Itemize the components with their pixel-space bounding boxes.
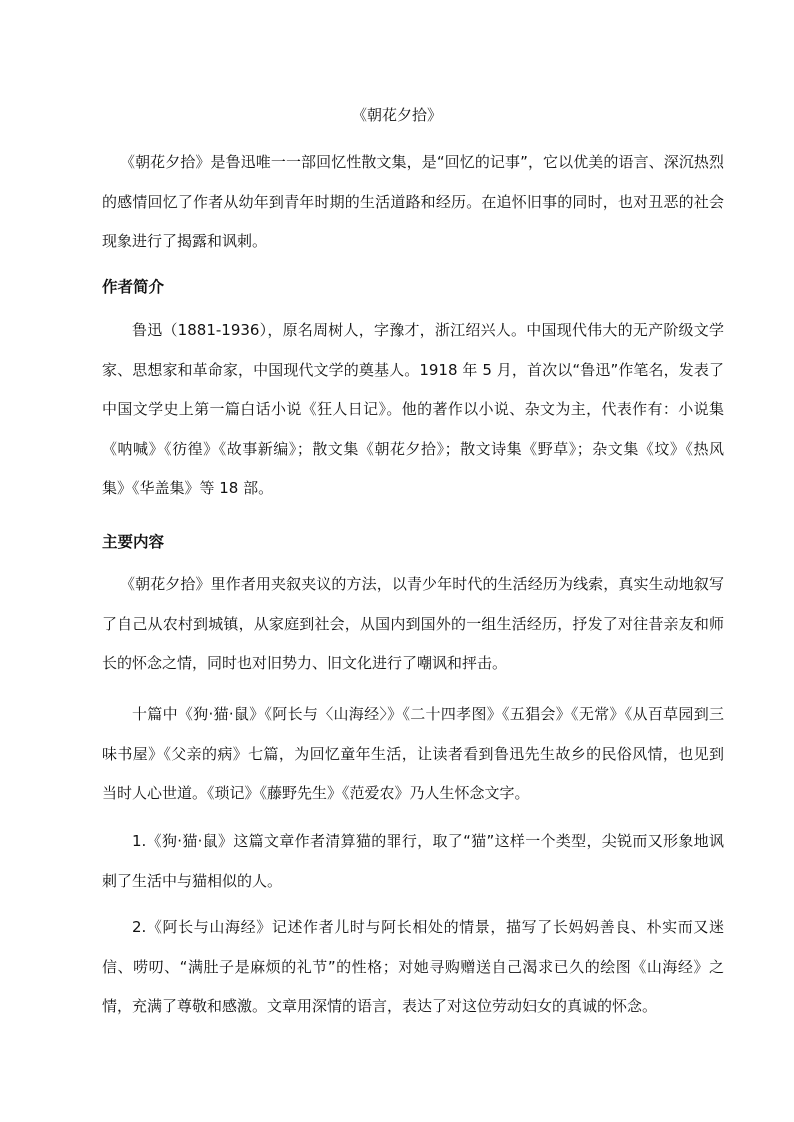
content-heading: 主要内容 <box>102 533 165 551</box>
author-paragraph: 鲁迅（1881-1936），原名周树人，字豫才，浙江绍兴人。中国现代伟大的无产阶级文学家、思想家和革命家，中国现代文学的奠基人。1918 年 5 月，首次以“鲁迅”作笔名，发表了中国文学史上第一篇白话小说《狂人日记》。他的著作以小说、杂文为主，代表作有：小说集《呐喊》《彷徨》《故事新编》；散文集《朝花夕拾》；散文诗集《野草》；杂文集《坟》《热风集》《华盖集》等 18 部。 <box>102 321 724 497</box>
list-item-1: 1.《狗·猫·鼠》这篇文章作者清算猫的罪行，取了“猫”这样一个类型，尖锐而又形象地讽刺了生活中与猫相似的人。 <box>102 832 724 890</box>
intro-paragraph: 《朝花夕拾》是鲁迅唯一一部回忆性散文集，是“回忆的记事”，它以优美的语言、深沉热烈的感情回忆了作者从幼年到青年时期的生活道路和经历。在追怀旧事的同时，也对丑恶的社会现象进行了揭露和讽刺。 <box>102 153 724 250</box>
content-paragraph-2: 十篇中《狗·猫·鼠》《阿长与〈山海经〉》《二十四孝图》《五猖会》《无常》《从百草园到三味书屋》《父亲的病》七篇，为回忆童年生活，让读者看到鲁迅先生故乡的民俗风情，也见到当时人心世道。《琐记》《藤野先生》《范爱农》乃人生怀念文字。 <box>102 705 724 802</box>
list-item-2: 2.《阿长与山海经》记述作者儿时与阿长相处的情景，描写了长妈妈善良、朴实而又迷信、唠叨、“满肚子是麻烦的礼节”的性格；对她寻购赠送自己渴求已久的绘图《山海经》之情，充满了尊敬和感激。文章用深情的语言，表达了对这位劳动妇女的真诚的怀念。 <box>102 918 724 1015</box>
document-title: 《朝花夕拾》 <box>351 106 442 124</box>
author-heading: 作者简介 <box>102 278 165 296</box>
content-paragraph-1: 《朝花夕拾》里作者用夹叙夹议的方法，以青少年时代的生活经历为线索，真实生动地叙写了自己从农村到城镇，从家庭到社会，从国内到国外的一组生活经历，抒发了对往昔亲友和师长的怀念之情，同时也对旧势力、旧文化进行了嘲讽和抨击。 <box>102 575 724 672</box>
